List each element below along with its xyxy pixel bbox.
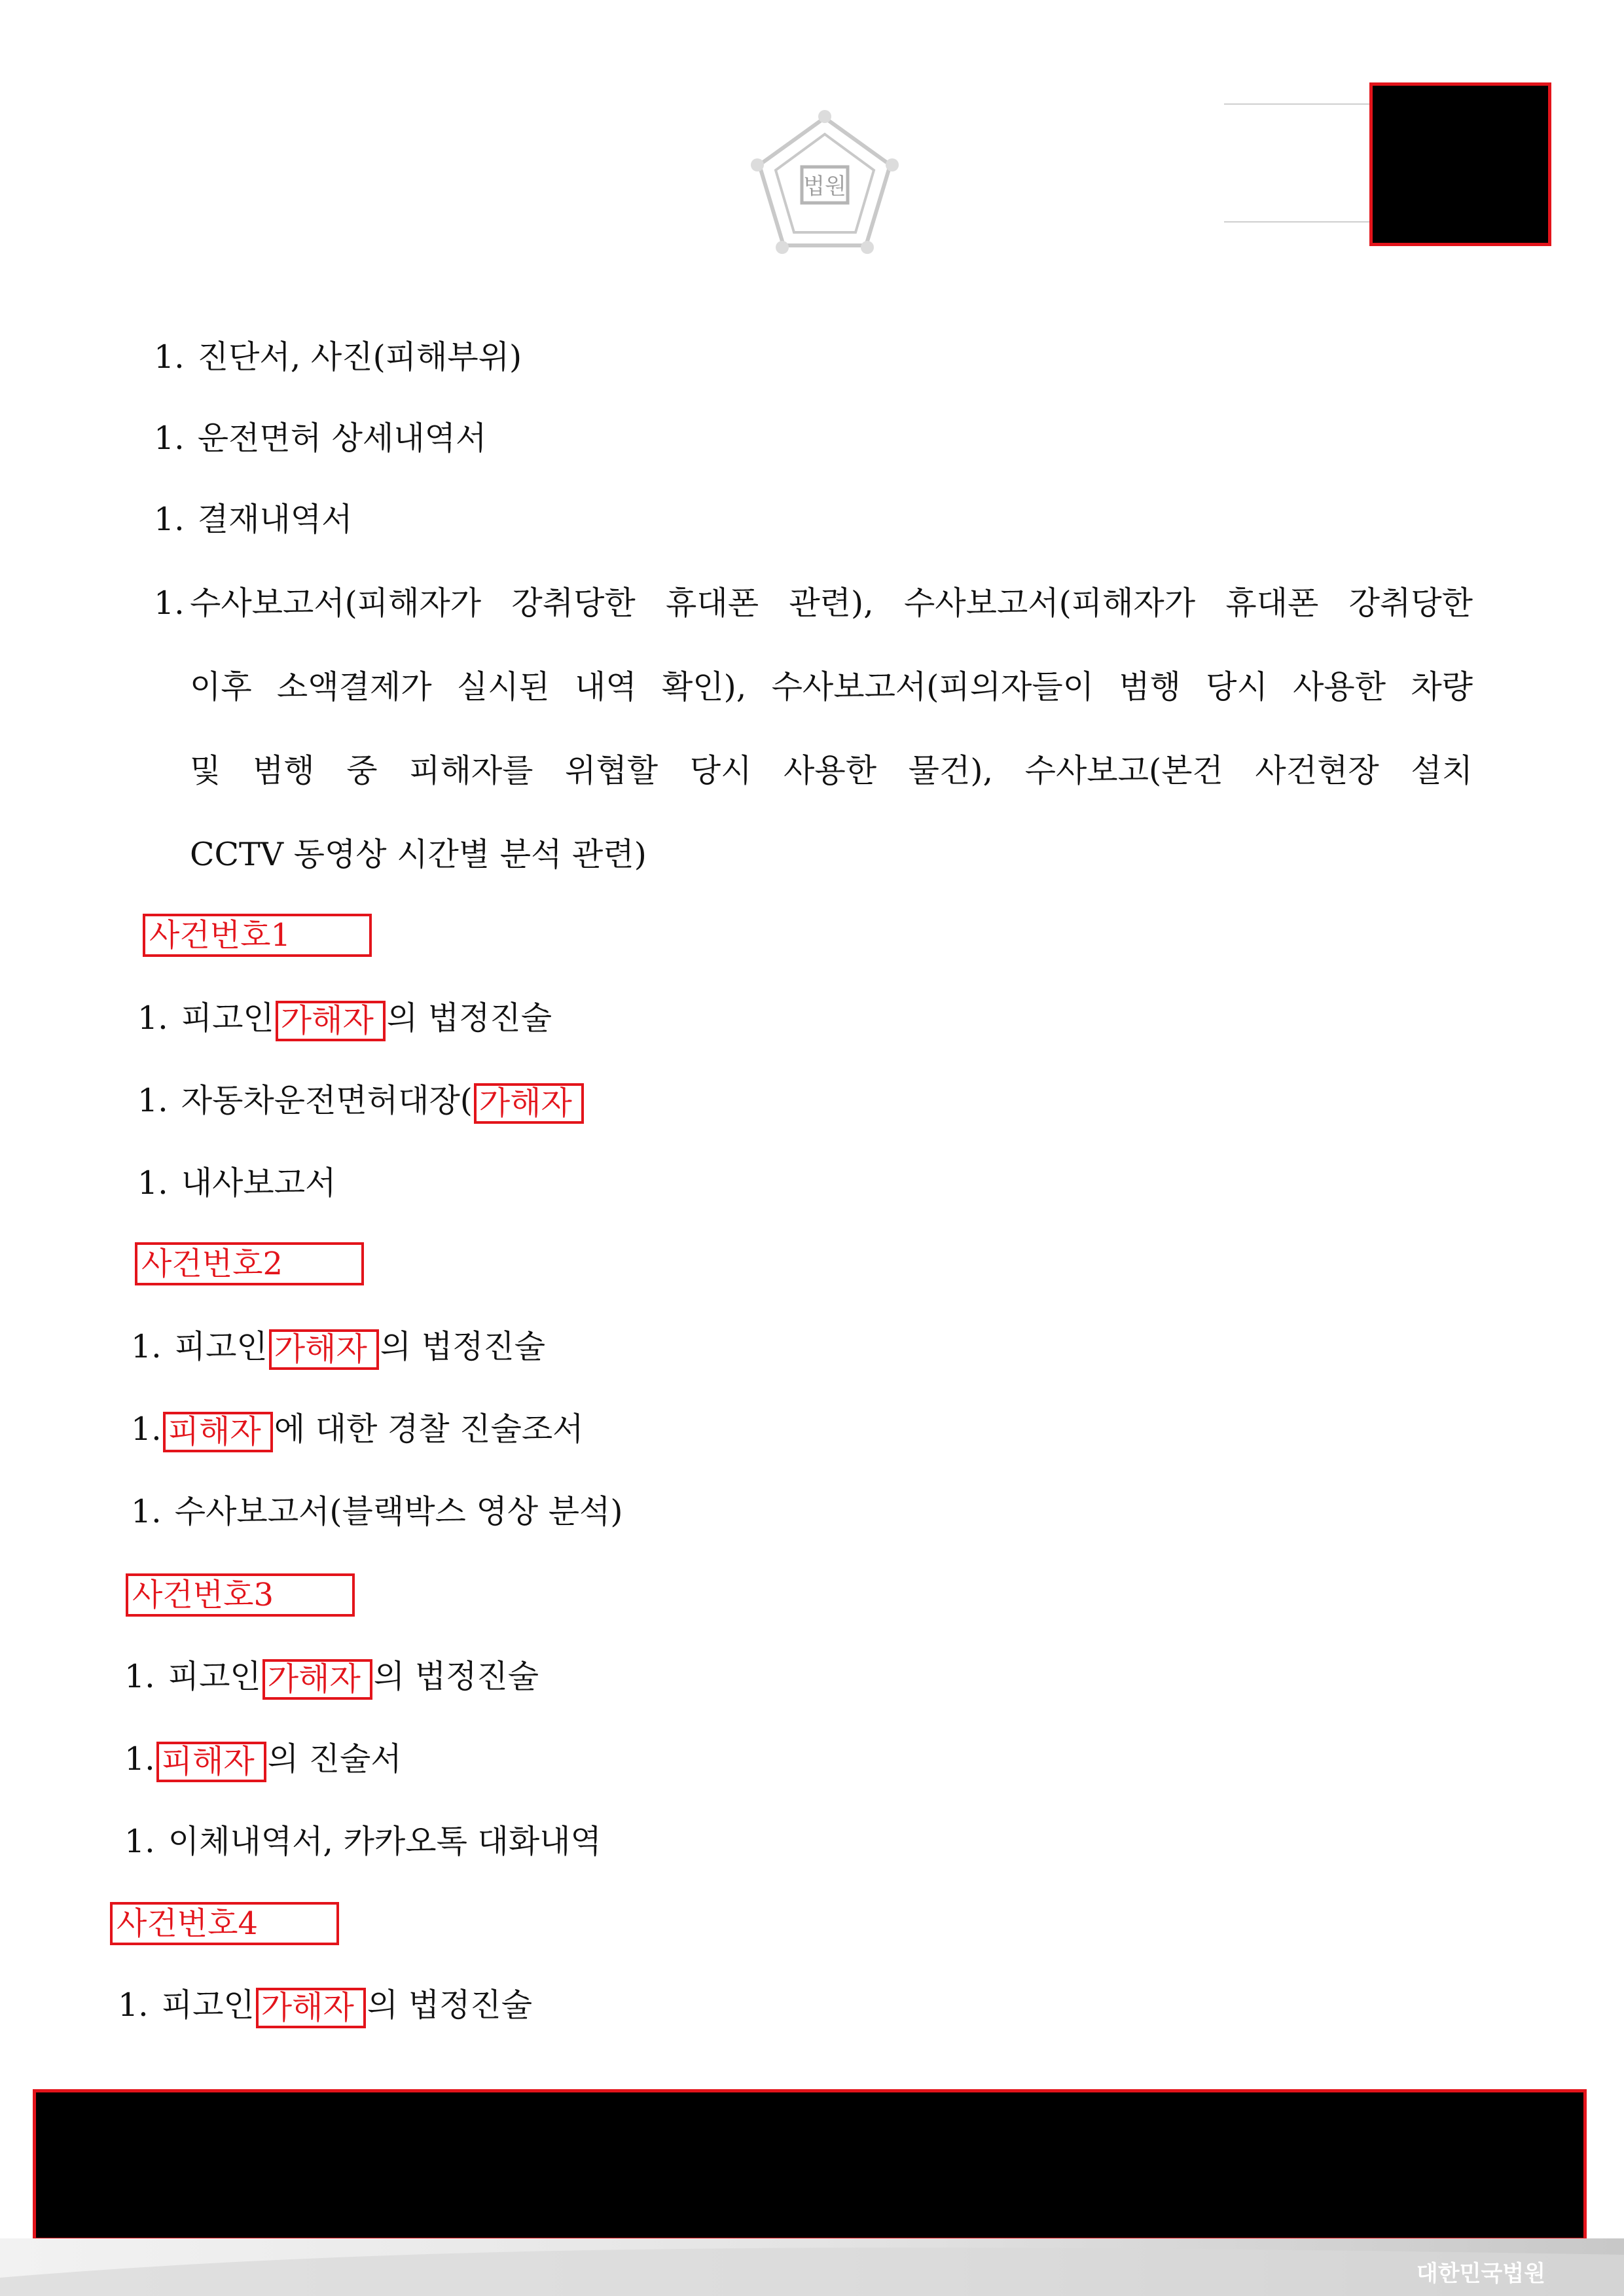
footer-band <box>0 2238 1624 2296</box>
evidence-paragraph-line: 및 범행 중 피해자를 위협할 당시 사용한 물건), 수사보고(본건 사건현장 설치 <box>190 752 1473 789</box>
case-evidence-item: 1. 피해자 에 대한 경찰 진술조서 <box>131 1410 584 1452</box>
case-evidence-item: 1. 내사보고서 <box>137 1164 336 1202</box>
redaction-box-footer <box>33 2089 1587 2241</box>
evidence-paragraph-line: 이후 소액결제가 실시된 내역 확인), 수사보고서(피의자들이 범행 당시 사용한 차량 <box>190 668 1473 706</box>
redaction-box-header <box>1369 82 1551 246</box>
redaction-tag-victim: 피해자 <box>156 1742 266 1782</box>
header-rule-top <box>1224 103 1369 105</box>
court-seal-icon <box>743 105 907 268</box>
header-rule-bottom <box>1224 221 1369 223</box>
evidence-item: 1. 진단서, 사진(피해부위) <box>154 338 522 376</box>
case-evidence-item: 1. 피고인 가해자 의 법정진술 <box>131 1327 545 1370</box>
case-number-label: 사건번호2 <box>135 1242 364 1285</box>
case-evidence-item: 1. 자동차운전면허대장( 가해자 <box>137 1081 585 1124</box>
evidence-paragraph-line: CCTV 동영상 시간별 분석 관련) <box>190 836 647 873</box>
redaction-tag-offender: 가해자 <box>269 1329 379 1370</box>
case-evidence-item: 1. 피고인 가해자 의 법정진술 <box>118 1986 532 2028</box>
evidence-item: 1. 운전면허 상세내역서 <box>154 420 487 457</box>
redaction-tag-offender: 가해자 <box>276 1001 386 1041</box>
case-number-label: 사건번호1 <box>143 914 372 957</box>
case-number-label: 사건번호4 <box>110 1902 339 1945</box>
seal-text: 법원 <box>803 173 846 200</box>
evidence-paragraph-line: 수사보고서(피해자가 강취당한 휴대폰 관련), 수사보고서(피해자가 휴대폰 강취당한 <box>190 584 1473 622</box>
case-number-label: 사건번호3 <box>126 1573 355 1617</box>
evidence-item: 1. 결재내역서 <box>154 501 353 538</box>
case-evidence-item: 1. 피고인 가해자 의 법정진술 <box>137 999 552 1041</box>
redaction-tag-victim: 피해자 <box>163 1412 273 1452</box>
footer-court-name: 대한민국법원 <box>1416 2261 1545 2287</box>
case-evidence-item: 1. 피고인 가해자 의 법정진술 <box>124 1657 539 1700</box>
case-evidence-item: 1. 이체내역서, 카카오톡 대화내역 <box>124 1823 602 1860</box>
evidence-item-number: 1. <box>154 584 185 622</box>
redaction-tag-offender: 가해자 <box>262 1659 372 1700</box>
case-evidence-item: 1. 피해자 의 진술서 <box>124 1740 402 1782</box>
case-evidence-item: 1. 수사보고서(블랙박스 영상 분석) <box>131 1493 623 1530</box>
redaction-tag-offender: 가해자 <box>256 1988 366 2028</box>
redaction-tag-offender: 가해자 <box>474 1083 584 1124</box>
